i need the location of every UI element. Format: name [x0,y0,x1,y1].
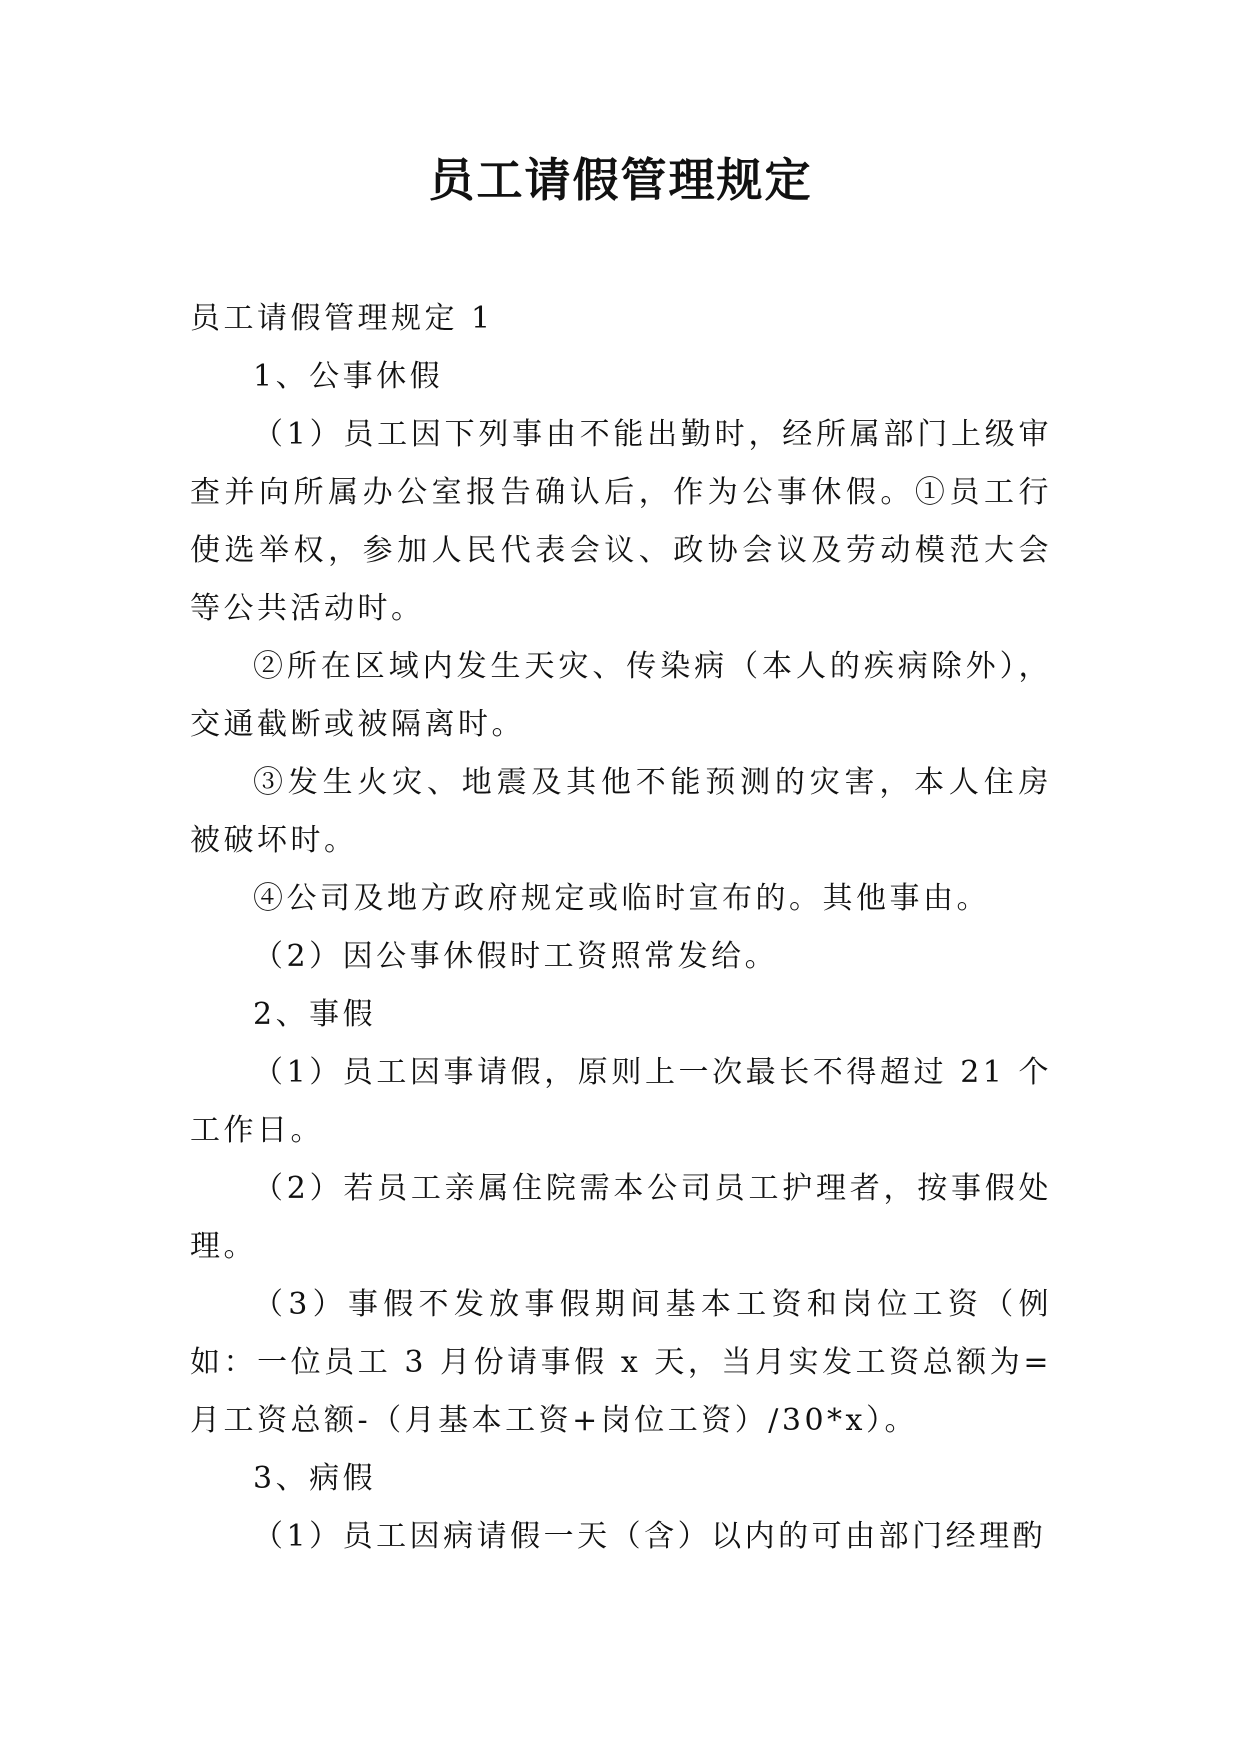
body-paragraph: 2、事假 [253,997,377,1032]
body-paragraph: （1）员工因病请假一天（含）以内的可由部门经理酌 [253,1519,1047,1554]
body-paragraph: 1、公事休假 [253,359,444,394]
document-title: 员工请假管理规定 [428,153,813,207]
body-paragraph: （1）员工因事请假，原则上一次最长不得超过 21 个工作日。 [190,1055,1052,1148]
body-paragraph: （2）若员工亲属住院需本公司员工护理者，按事假处理。 [190,1171,1052,1264]
body-paragraph: ③发生火灾、地震及其他不能预测的灾害，本人住房被破坏时。 [190,765,1052,858]
body-paragraph: （3）事假不发放事假期间基本工资和岗位工资（例如：一位员工 3 月份请事假 x 天，当月实发工资总额为=月工资总额-（月基本工资+岗位工资）/30*x）。 [190,1287,1052,1438]
body-paragraph: （1）员工因下列事由不能出勤时，经所属部门上级审查并向所属办公室报告确认后，作为公事休假。①员工行使选举权，参加人民代表会议、政协会议及劳动模范大会等公共活动时。 [190,417,1052,626]
document-body [190,290,1052,1566]
body-paragraph: ④公司及地方政府规定或临时宣布的。其他事由。 [253,881,990,916]
body-paragraph: （2）因公事休假时工资照常发给。 [253,939,779,974]
body-paragraph: 3、病假 [253,1461,377,1496]
body-paragraph: ②所在区域内发生天灾、传染病（本人的疾病除外），交通截断或被隔离时。 [190,649,1052,742]
body-paragraph: 员工请假管理规定 1 [190,301,494,336]
